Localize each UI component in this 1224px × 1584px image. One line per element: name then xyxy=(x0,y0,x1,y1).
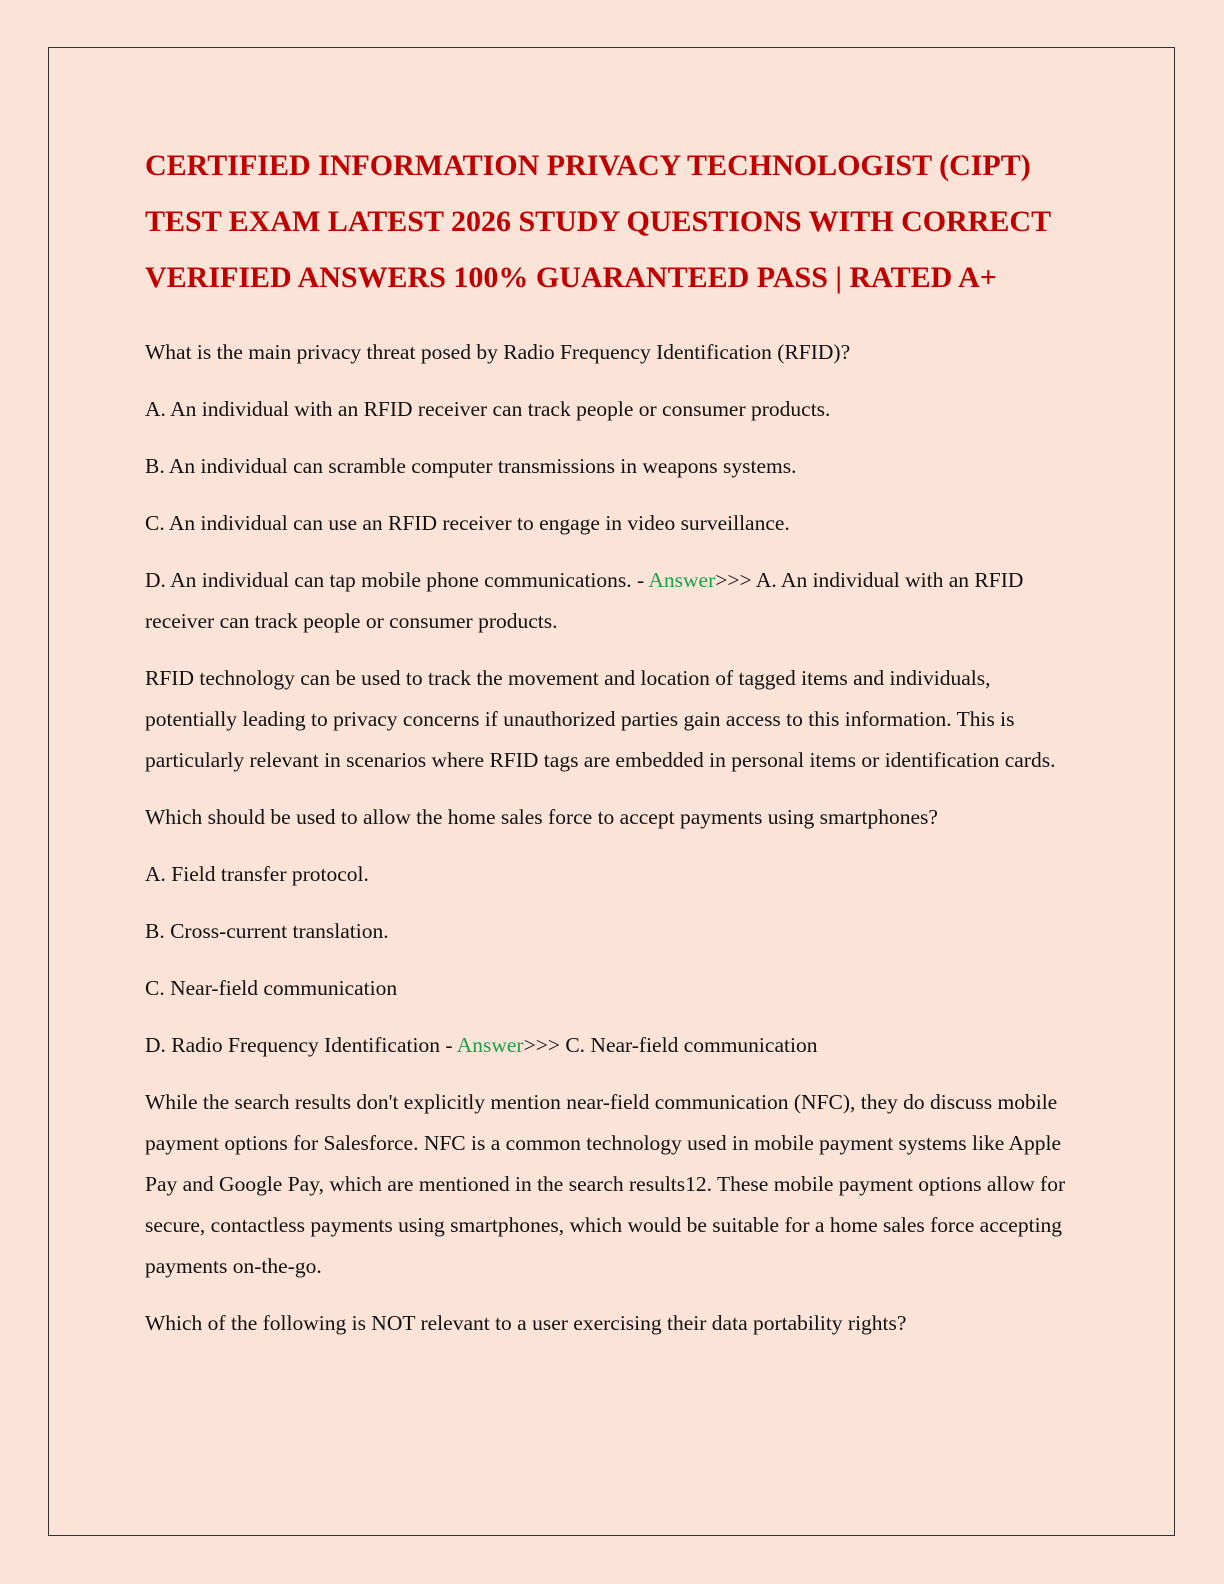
explanation: RFID technology can be used to track the movement and location of tagged items and individuals, potentially leading to privacy concerns if unauthorized parties gain access to this information. This is particularly relevant in scenarios where RFID tags are embedded in personal items or identification cards. xyxy=(145,666,1056,772)
document-title: CERTIFIED INFORMATION PRIVACY TECHNOLOGIST (CIPT) TEST EXAM LATEST 2026 STUDY QUESTIONS WITH CORRECT VERIFIED ANSWERS 100% GUARANTEED PASS | RATED A+ xyxy=(145,149,1051,294)
option-d-with-answer xyxy=(145,1025,1085,1066)
option-c: C. Near-field communication xyxy=(145,976,398,1000)
option-d-with-answer xyxy=(145,560,1085,642)
option-b: B. An individual can scramble computer transmissions in weapons systems. xyxy=(145,454,797,478)
explanation: While the search results don't explicitly mention near-field communication (NFC), they do discuss mobile payment options for Salesforce. NFC is a common technology used in mobile payment systems like Apple Pay and Google Pay, which are mentioned in the search results12. These mobile payment options allow for secure, contactless payments using smartphones, which would be suitable for a home sales force accepting payments on-the-go. xyxy=(145,1090,1066,1278)
option-a: A. An individual with an RFID receiver can track people or consumer products. xyxy=(145,397,831,421)
option-d: D. Radio Frequency Identification xyxy=(145,1033,440,1057)
answer-marker: >>> xyxy=(523,1033,560,1057)
option-a: A. Field transfer protocol. xyxy=(145,862,369,886)
answer-text: C. Near-field communication xyxy=(559,1033,818,1057)
answer-label: Answer xyxy=(648,568,716,592)
answer-dash: - xyxy=(439,1033,457,1057)
answer-label: Answer xyxy=(456,1033,524,1057)
option-d: D. An individual can tap mobile phone communications. xyxy=(145,568,632,592)
answer-marker: >>> xyxy=(715,568,752,592)
question-1 xyxy=(145,332,1085,781)
option-c: C. An individual can use an RFID receiver to engage in video surveillance. xyxy=(145,511,790,535)
answer-text: A. An individual with an RFID receiver can track people or consumer products. xyxy=(145,568,1024,633)
question-text: What is the main privacy threat posed by Radio Frequency Identification (RFID)? xyxy=(145,340,851,364)
question-3 xyxy=(145,1303,1085,1344)
question-text: Which should be used to allow the home sales force to accept payments using smartphones? xyxy=(145,805,938,829)
document-body xyxy=(145,138,1085,1360)
option-b: B. Cross-current translation. xyxy=(145,919,389,943)
answer-dash: - xyxy=(631,568,649,592)
question-2 xyxy=(145,797,1085,1287)
question-text: Which of the following is NOT relevant to a user exercising their data portability rights? xyxy=(145,1311,907,1335)
